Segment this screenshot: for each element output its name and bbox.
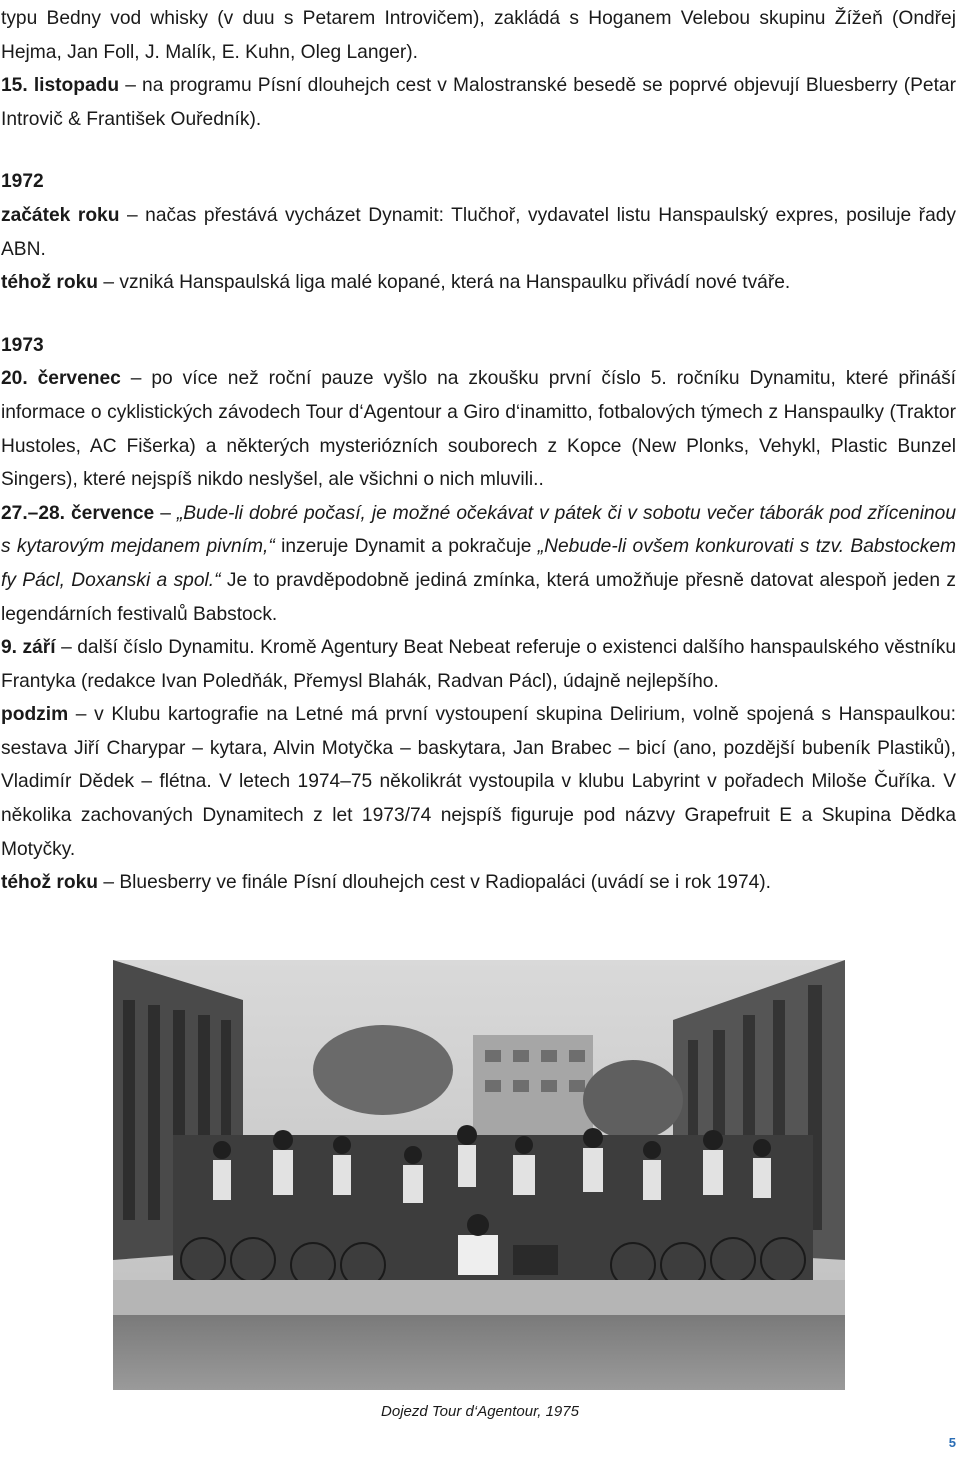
entry-date: 20. červenec — [1, 368, 121, 390]
article-text — [1, 2, 956, 900]
entry-tehoz-roku-1973: téhož roku – Bluesberry ve finále Písní dlouhejch cest v Radiopaláci (uvádí se i rok 1974). — [1, 872, 772, 894]
entry-20-cervenec: 20. červenec – po více než roční pauze vyšlo na zkoušku první číslo 5. ročníku Dynamitu, které přináší informace o cyklistických závodech Tour d‘Agentour a Giro d‘inamitto, fotbalových týmech z Hanspaulky (Traktor Hustoles, AC Fišerka) a některých mysteriózních souborech z Kopce (New Plonks, Vehykl, Plastic Bunzel Singers), které nejspíš nikdo neslyšel, ale všichni o nich mluvili.. — [1, 368, 957, 491]
entry-tehoz-roku-1972: téhož roku – vzniká Hanspaulská liga malé kopané, která na Hanspaulku přivádí nové tváře. — [1, 272, 791, 294]
paragraph-intro: typu Bedny vod whisky (v duu s Petarem Introvičem), zakládá s Hoganem Velebou skupinu Žížeň (Ondřej Hejma, Jan Foll, J. Malík, E. Kuhn, Oleg Langer). — [1, 8, 956, 63]
group-photo-image — [113, 960, 845, 1390]
entry-date: téhož roku — [1, 872, 99, 894]
entry-zacatek-roku: začátek roku – načas přestává vycházet Dynamit: Tlučhoř, vydavatel listu Hanspaulský expres, posiluje řady ABN. — [1, 204, 956, 260]
entry-15-listopadu: 15. listopadu – na programu Písní dlouhejch cest v Malostranské besedě se poprvé objevují Bluesberry (Petar Introvič & František Ouředník). — [1, 75, 956, 130]
year-heading-1973: 1973 — [1, 334, 44, 356]
entry-date: 27.–28. července — [1, 502, 155, 524]
year-heading-1972: 1972 — [1, 171, 44, 193]
quote: „Nebude-li ovšem konkurovati s tzv. Babstockem fy Pácl, Doxanski a spol.“ — [1, 536, 957, 591]
entry-date: začátek roku — [1, 204, 120, 226]
entry-date: téhož roku — [1, 272, 99, 294]
entry-podzim: podzim – v Klubu kartografie na Letné má první vystoupení skupina Delirium, volně spojená s Hanspaulkou: sestava Jiří Charypar – kytara, Alvin Motyčka – baskytara, Jan Brabec – bicí (ano, pozdější bubeník Plastiků), Vladimír Dědek – flétna. V letech 1974–75 několikrát vystoupila v klubu Labyrint v pořadech Miloše Čuříka. V několika zachovaných Dynamitech z let 1973/74 nejspíš figuruje pod názvy Grapefruit E a Skupina Dědka Motyčky. — [1, 704, 956, 860]
entry-27-28-cervence: 27.–28. července – „Bude-li dobré počasí, je možné očekávat v pátek či v sobotu večer táborák pod zříceninou s kytarovým mejdanem pivním,“ inzeruje Dynamit a pokračuje „Nebude-li ovšem konkurovati s tzv. Babstockem fy Pácl, Doxanski a spol.“ Je to pravděpodobně jediná zmínka, která umožňuje přesně datovat alespoň jeden z legendárních festivalů Babstock. — [1, 502, 957, 625]
entry-date: 9. září — [1, 637, 56, 659]
entry-9-zari: 9. září – další číslo Dynamitu. Kromě Agentury Beat Nebeat referuje o existenci dalšího hanspaulského věstníku Frantyka (redakce Ivan Poledňák, Přemysl Blahák, Radvan Pácl), údajně nejlepšího. — [1, 637, 957, 692]
photo-caption: Dojezd Tour d‘Agentour, 1975 — [381, 1403, 579, 1420]
entry-date: 15. listopadu — [1, 75, 120, 97]
page-number: 5 — [948, 1435, 956, 1450]
entry-date: podzim — [1, 704, 69, 726]
group-photo — [113, 960, 845, 1390]
quote: „Bude-li dobré počasí, je možné očekávat v pátek či v sobotu večer táborák pod zříceninou s kytarovým mejdanem pivním,“ — [1, 502, 956, 558]
